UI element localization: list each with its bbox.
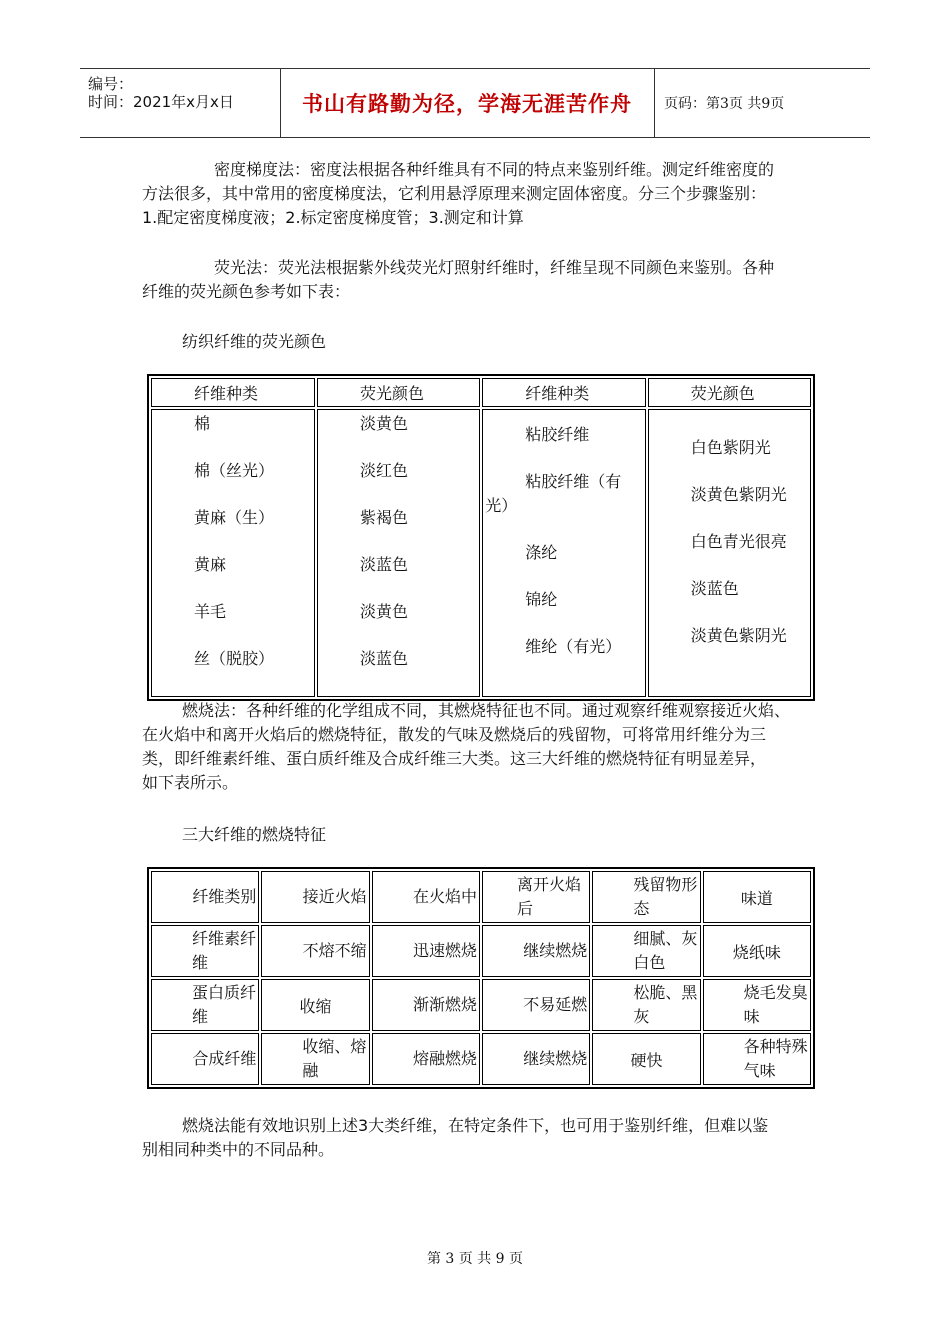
table-cell: 细腻、灰白色 <box>592 925 700 977</box>
fluor-line-1: 荧光法：荧光法根据紫外线荧光灯照射纤维时，纤维呈现不同颜色来鉴别。各种 <box>214 258 775 277</box>
burn-line-3: 类，即纤维素纤维、蛋白质纤维及合成纤维三大类。这三大纤维的燃烧特征有明显差异， <box>142 749 767 768</box>
table-cell: 合成纤维 <box>151 1033 259 1085</box>
table-header-cell: 残留物形态 <box>592 871 700 923</box>
table-row <box>151 1033 811 1085</box>
motto: 书山有路勤为径，学海无涯苦作舟 <box>302 91 632 116</box>
page-info: 页码：第3页 共9页 <box>664 96 785 112</box>
table-header-cell: 荧光颜色 <box>317 378 480 407</box>
fluor-color-cell: 白色紫阴光 淡黄色紫阴光 白色青光很亮 淡蓝色 淡黄色紫阴光 <box>648 409 811 697</box>
table-row <box>151 925 811 977</box>
table-cell: 各种特殊气味 <box>703 1033 811 1085</box>
concl-line-2: 别相同种类中的不同品种。 <box>142 1140 335 1159</box>
header-meta <box>80 69 281 137</box>
table-header-cell: 接近火焰 <box>261 871 369 923</box>
table-cell: 迅速燃烧 <box>372 925 480 977</box>
concl-line-1: 燃烧法能有效地识别上述3大类纤维，在特定条件下，也可用于鉴别纤维，但难以鉴 <box>182 1116 769 1135</box>
fluor-color-cell: 淡黄色 淡红色 紫褐色 淡蓝色 淡黄色 淡蓝色 <box>317 409 480 697</box>
table-header-cell: 味道 <box>703 871 811 923</box>
burn-table-caption: 三大纤维的燃烧特征 <box>182 825 327 844</box>
burn-line-4: 如下表所示。 <box>142 773 239 792</box>
table-cell: 硬快 <box>592 1033 700 1085</box>
table-row <box>151 979 811 1031</box>
number-label: 编号： <box>88 75 134 93</box>
table-header-cell: 在火焰中 <box>372 871 480 923</box>
table-cell: 收缩 <box>261 979 369 1031</box>
table-cell: 不熔不缩 <box>261 925 369 977</box>
table-header-cell: 纤维种类 <box>482 378 646 407</box>
fluor-table <box>147 374 815 701</box>
table-header-cell: 离开火焰后 <box>482 871 590 923</box>
table-header-cell: 纤维种类 <box>151 378 315 407</box>
table-cell: 收缩、熔融 <box>261 1033 369 1085</box>
table-cell: 松脆、黑灰 <box>592 979 700 1031</box>
header-page-cell <box>654 69 870 137</box>
table-cell: 烧毛发臭味 <box>703 979 811 1031</box>
header-motto-cell <box>280 69 655 137</box>
table-cell: 不易延燃 <box>482 979 590 1031</box>
table-cell: 继续燃烧 <box>482 1033 590 1085</box>
burn-line-1: 燃烧法：各种纤维的化学组成不同，其燃烧特征也不同。通过观察纤维观察接近火焰、 <box>182 701 791 720</box>
page-footer: 第 3 页 共 9 页 <box>426 1251 524 1267</box>
table-cell: 烧纸味 <box>703 925 811 977</box>
fluor-table-caption: 纺织纤维的荧光颜色 <box>182 332 327 351</box>
table-header-cell: 荧光颜色 <box>648 378 811 407</box>
table-header-cell: 纤维类别 <box>151 871 259 923</box>
density-line-2: 方法很多，其中常用的密度梯度法，它利用悬浮原理来测定固体密度。分三个步骤鉴别： <box>142 184 767 203</box>
fiber-type-cell: 粘胶纤维 粘胶纤维（有 光） 涤纶 锦纶 维纶（有光） <box>482 409 646 697</box>
table-cell: 继续燃烧 <box>482 925 590 977</box>
table-header-row <box>151 378 811 407</box>
table-cell: 蛋白质纤维 <box>151 979 259 1031</box>
page-header <box>80 68 870 138</box>
density-line-3: 1.配定密度梯度液；2.标定密度梯度管；3.测定和计算 <box>142 208 524 227</box>
fluor-line-2: 纤维的荧光颜色参考如下表： <box>142 282 351 301</box>
table-header-row <box>151 871 811 923</box>
table-cell: 纤维素纤维 <box>151 925 259 977</box>
fiber-type-cell: 棉 棉（丝光） 黄麻（生） 黄麻 羊毛 丝（脱胶） <box>151 409 315 697</box>
table-row <box>151 409 811 697</box>
burn-table <box>147 867 815 1089</box>
table-cell: 渐渐燃烧 <box>372 979 480 1031</box>
burn-line-2: 在火焰中和离开火焰后的燃烧特征，散发的气味及燃烧后的残留物，可将常用纤维分为三 <box>142 725 767 744</box>
table-cell: 熔融燃烧 <box>372 1033 480 1085</box>
density-line-1: 密度梯度法：密度法根据各种纤维具有不同的特点来鉴别纤维。测定纤维密度的 <box>214 160 775 179</box>
time-label: 时间：2021年x月x日 <box>88 93 234 111</box>
